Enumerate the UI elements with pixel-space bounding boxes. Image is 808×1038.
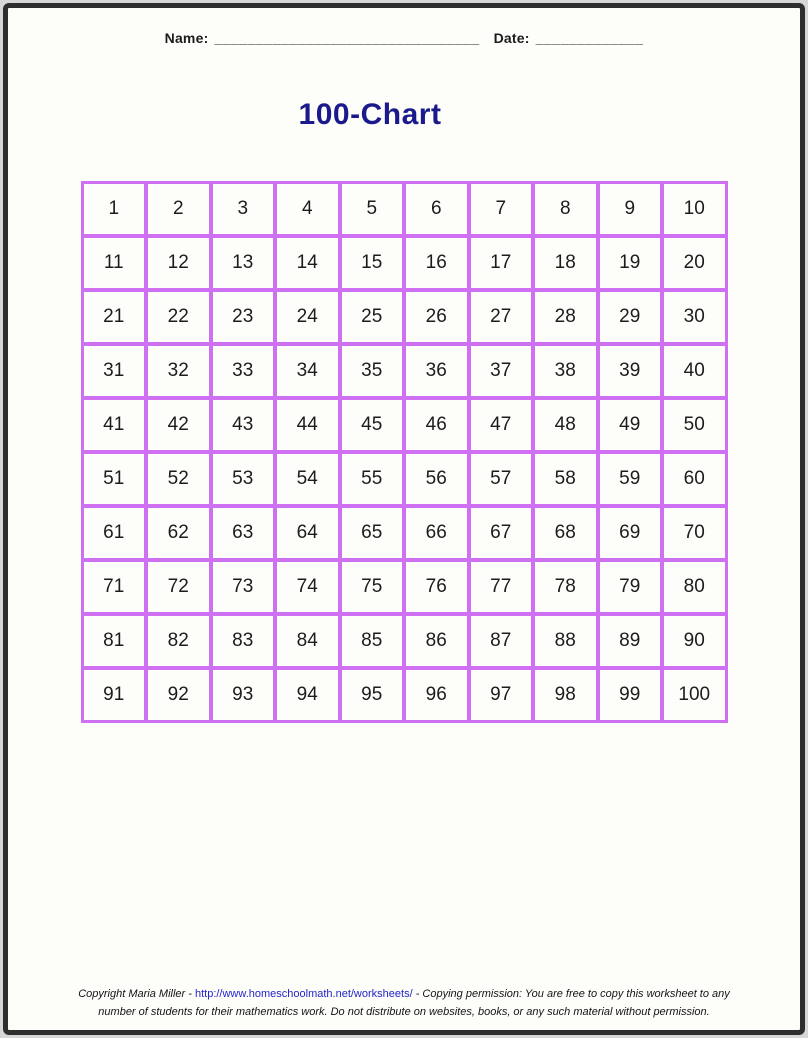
grid-cell: 69 bbox=[598, 506, 663, 560]
grid-cell: 40 bbox=[662, 344, 727, 398]
grid-cell: 89 bbox=[598, 614, 663, 668]
grid-cell: 71 bbox=[82, 560, 147, 614]
grid-cell: 15 bbox=[340, 236, 405, 290]
grid-cell: 92 bbox=[146, 668, 211, 722]
footer bbox=[8, 985, 800, 1022]
grid-cell: 60 bbox=[662, 452, 727, 506]
grid-cell: 4 bbox=[275, 182, 340, 236]
grid-cell: 29 bbox=[598, 290, 663, 344]
grid-cell: 80 bbox=[662, 560, 727, 614]
copying-permission-text: - Copying permission: You are free to copy this worksheet to any bbox=[412, 987, 730, 1000]
grid-cell: 2 bbox=[146, 182, 211, 236]
grid-cell: 54 bbox=[275, 452, 340, 506]
grid-cell: 37 bbox=[469, 344, 534, 398]
grid-cell: 10 bbox=[662, 182, 727, 236]
grid-cell: 51 bbox=[82, 452, 147, 506]
grid-cell: 28 bbox=[533, 290, 598, 344]
grid-cell: 24 bbox=[275, 290, 340, 344]
grid-cell: 53 bbox=[211, 452, 276, 506]
grid-cell: 18 bbox=[533, 236, 598, 290]
grid-cell: 97 bbox=[469, 668, 534, 722]
worksheets-link[interactable]: http://www.homeschoolmath.net/worksheets/ bbox=[194, 987, 413, 1000]
grid-cell: 67 bbox=[469, 506, 534, 560]
date-label: Date: bbox=[493, 30, 530, 46]
grid-cell: 5 bbox=[340, 182, 405, 236]
grid-cell: 68 bbox=[533, 506, 598, 560]
grid-row bbox=[82, 614, 727, 668]
grid-cell: 46 bbox=[404, 398, 469, 452]
grid-cell: 45 bbox=[340, 398, 405, 452]
grid-cell: 43 bbox=[211, 398, 276, 452]
grid-cell: 14 bbox=[275, 236, 340, 290]
grid-cell: 36 bbox=[404, 344, 469, 398]
grid-cell: 33 bbox=[211, 344, 276, 398]
grid-cell: 8 bbox=[533, 182, 598, 236]
footer-line-1 bbox=[8, 985, 800, 1004]
grid-row bbox=[82, 182, 727, 236]
grid-cell: 49 bbox=[598, 398, 663, 452]
grid-cell: 21 bbox=[82, 290, 147, 344]
grid-cell: 73 bbox=[211, 560, 276, 614]
grid-cell: 57 bbox=[469, 452, 534, 506]
grid-cell: 44 bbox=[275, 398, 340, 452]
name-blank-line: ________________________________ bbox=[214, 30, 480, 46]
grid-cell: 58 bbox=[533, 452, 598, 506]
grid-row bbox=[82, 344, 727, 398]
grid-cell: 27 bbox=[469, 290, 534, 344]
grid-cell: 62 bbox=[146, 506, 211, 560]
grid-row bbox=[82, 668, 727, 722]
grid-cell: 35 bbox=[340, 344, 405, 398]
grid-cell: 65 bbox=[340, 506, 405, 560]
grid-cell: 9 bbox=[598, 182, 663, 236]
grid-cell: 48 bbox=[533, 398, 598, 452]
grid-cell: 93 bbox=[211, 668, 276, 722]
grid-cell: 19 bbox=[598, 236, 663, 290]
grid-cell: 30 bbox=[662, 290, 727, 344]
grid-cell: 22 bbox=[146, 290, 211, 344]
grid-cell: 87 bbox=[469, 614, 534, 668]
grid-cell: 85 bbox=[340, 614, 405, 668]
grid-cell: 11 bbox=[82, 236, 147, 290]
grid-cell: 72 bbox=[146, 560, 211, 614]
grid-cell: 96 bbox=[404, 668, 469, 722]
header bbox=[8, 30, 800, 46]
grid-cell: 95 bbox=[340, 668, 405, 722]
grid-cell: 12 bbox=[146, 236, 211, 290]
grid-cell: 99 bbox=[598, 668, 663, 722]
grid-cell: 17 bbox=[469, 236, 534, 290]
grid-cell: 61 bbox=[82, 506, 147, 560]
grid-cell: 70 bbox=[662, 506, 727, 560]
grid-cell: 94 bbox=[275, 668, 340, 722]
grid-cell: 75 bbox=[340, 560, 405, 614]
date-field-group bbox=[494, 30, 644, 46]
grid-cell: 38 bbox=[533, 344, 598, 398]
worksheet-page bbox=[3, 3, 805, 1035]
grid-cell: 50 bbox=[662, 398, 727, 452]
grid-cell: 3 bbox=[211, 182, 276, 236]
grid-cell: 23 bbox=[211, 290, 276, 344]
grid-cell: 88 bbox=[533, 614, 598, 668]
grid-cell: 16 bbox=[404, 236, 469, 290]
grid-row bbox=[82, 452, 727, 506]
grid-cell: 31 bbox=[82, 344, 147, 398]
grid-cell: 81 bbox=[82, 614, 147, 668]
grid-cell: 86 bbox=[404, 614, 469, 668]
grid-cell: 42 bbox=[146, 398, 211, 452]
grid-row bbox=[82, 290, 727, 344]
grid-row bbox=[82, 398, 727, 452]
page-title: 100-Chart bbox=[298, 98, 442, 131]
grid-cell: 100 bbox=[662, 668, 727, 722]
hundred-chart-grid bbox=[81, 181, 728, 723]
grid-cell: 59 bbox=[598, 452, 663, 506]
grid-cell: 74 bbox=[275, 560, 340, 614]
name-label: Name: bbox=[164, 30, 209, 46]
date-blank-line: _____________ bbox=[535, 30, 644, 46]
grid-cell: 13 bbox=[211, 236, 276, 290]
grid-cell: 1 bbox=[82, 182, 147, 236]
grid-row bbox=[82, 506, 727, 560]
grid-cell: 25 bbox=[340, 290, 405, 344]
grid-cell: 41 bbox=[82, 398, 147, 452]
grid-cell: 90 bbox=[662, 614, 727, 668]
grid-cell: 66 bbox=[404, 506, 469, 560]
grid-row bbox=[82, 236, 727, 290]
grid-row bbox=[82, 560, 727, 614]
grid-cell: 83 bbox=[211, 614, 276, 668]
grid-cell: 26 bbox=[404, 290, 469, 344]
grid-cell: 55 bbox=[340, 452, 405, 506]
grid-cell: 6 bbox=[404, 182, 469, 236]
grid-cell: 77 bbox=[469, 560, 534, 614]
name-field-group bbox=[165, 30, 480, 46]
grid-cell: 7 bbox=[469, 182, 534, 236]
grid-cell: 84 bbox=[275, 614, 340, 668]
copyright-text: Copyright Maria Miller - bbox=[78, 987, 195, 1000]
grid-cell: 20 bbox=[662, 236, 727, 290]
grid-cell: 82 bbox=[146, 614, 211, 668]
grid-cell: 34 bbox=[275, 344, 340, 398]
grid-cell: 56 bbox=[404, 452, 469, 506]
grid-cell: 76 bbox=[404, 560, 469, 614]
hundred-chart-grid-body bbox=[82, 182, 727, 722]
grid-cell: 52 bbox=[146, 452, 211, 506]
grid-cell: 63 bbox=[211, 506, 276, 560]
grid-cell: 39 bbox=[598, 344, 663, 398]
grid-cell: 47 bbox=[469, 398, 534, 452]
grid-cell: 32 bbox=[146, 344, 211, 398]
grid-cell: 79 bbox=[598, 560, 663, 614]
footer-line-2: number of students for their mathematics work. Do not distribute on websites, books, or any such material without permission. bbox=[98, 1006, 710, 1019]
grid-cell: 98 bbox=[533, 668, 598, 722]
grid-cell: 78 bbox=[533, 560, 598, 614]
grid-cell: 91 bbox=[82, 668, 147, 722]
grid-cell: 64 bbox=[275, 506, 340, 560]
